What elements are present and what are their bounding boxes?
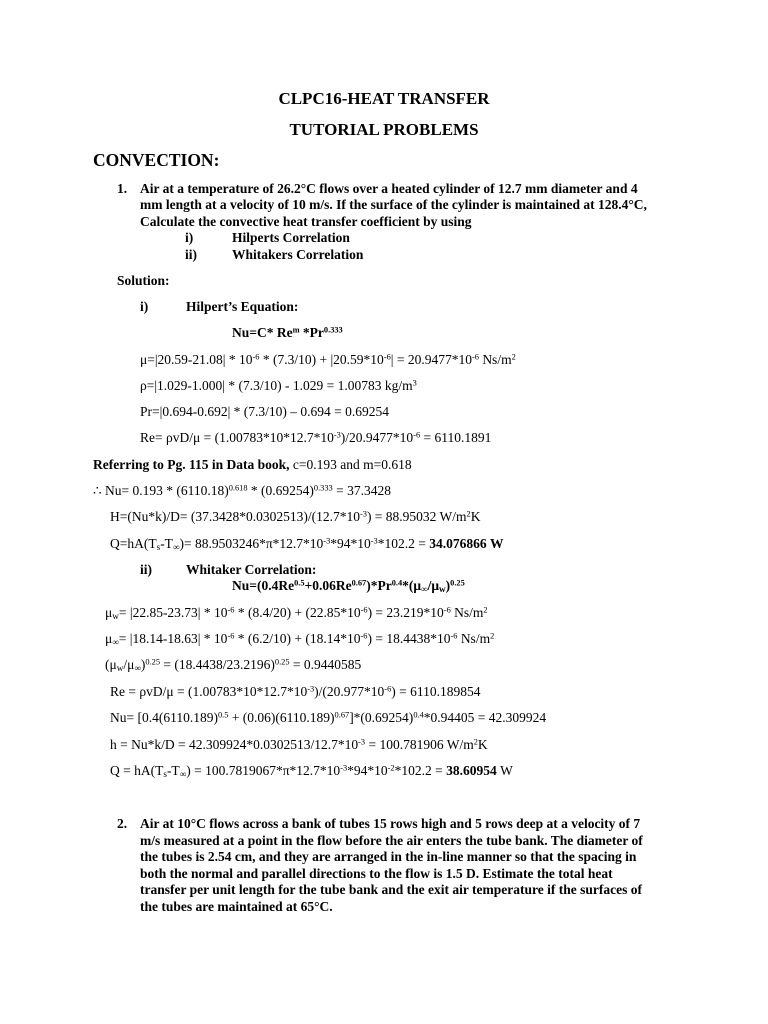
question-1-line: Air at a temperature of 26.2°C flows over a heated cylinder of 12.7 mm diameter and 4 [140,181,638,196]
reynolds-calculation: $Re= \rho vD/\mu = (1.00783*10*12.7*10^{-3})/20.9477*10^{-6} = 6110.1891$ [140,430,492,445]
document-subtitle: TUTORIAL PROBLEMS [289,120,479,139]
heat-transfer-coefficient-calculation-2: $h = Nu*k/D = 42.309924*0.0302513/12.7*10^{-3} = 100.781906$ $W/m^2K$ [110,737,488,752]
whitaker-equation: $Nu=(0.4Re^{0.5}+0.06Re^{0.67})*Pr^{0.4}*(\mu_\infty/\mu_w)^{0.25}$ [232,578,465,594]
question-1-line: Calculate the convective heat transfer coefficient by using [140,214,472,229]
part-2-number: ii) [140,562,152,577]
heat-rate-calculation-2: $Q = hA(T_s-T_\infty) = 100.7819067*\pi*12.7*10^{-3}*94*10^{-2}*102.2 = 38.60954$ W [110,763,513,779]
question-1-number: 1. [117,181,128,196]
part-1-number: i) [140,299,149,314]
heat-transfer-coefficient-calculation: $H=(Nu*k)/D= (37.3428*0.0302513)/(12.7*10^{-3}) = 88.95032$ $W/m^2K$ [110,509,481,524]
heat-rate-calculation: $Q=hA(T_s-T_\infty)= 88.9503246*\pi*12.7*10^{-3}*94*10^{-3}*102.2 = 34.076866$ W [110,536,504,552]
option-2-number: ii) [185,247,197,262]
part-1-heading: Hilpert’s Equation: [186,299,299,314]
question-2-line: the tubes are maintained at 65°C. [140,899,333,914]
nusselt-calculation: ∴ $Nu= 0.193 * (6110.18)^{0.618} * (0.69254)^{0.333} = 37.3428$ [93,483,391,498]
nusselt-calculation-2: $Nu= [0.4(6110.189)^{0.5} + (0.06)(6110.189)^{0.67}]*(0.69254)^{0.4}*0.94405 = 42.309924$ [110,710,547,725]
question-2-line: transfer per unit length for the tube bank and the exit air temperature if the surfaces of [140,882,642,897]
question-2-number: 2. [117,816,128,831]
document-title: CLPC16-HEAT TRANSFER [278,89,490,108]
option-1-number: i) [185,230,194,245]
question-2-line: the tubes is 2.54 cm, and they are arranged in the in-line manner so that the spacing in [140,849,637,864]
freestream-viscosity-calculation: $\mu_\infty= |18.14-18.63| * 10^{-6} * (6.2/10) + (18.14*10^{-6}) = 18.4438*10^{-6}$ $Ns/m^2$ [105,631,495,647]
viscosity-calculation: $\mu=|20.59-21.08| * 10^{-6} * (7.3/10) + |20.59*10^{-6}| = 20.9477*10^{-6}$ $Ns/m^2$ [140,352,516,367]
wall-viscosity-calculation: $\mu_w= |22.85-23.73| * 10^{-6} * (8.4/20) + (22.85*10^{-6}) = 23.219*10^{-6}$ $Ns/m^2$ [105,605,488,621]
option-2-text: Whitakers Correlation [232,247,364,262]
solution-label: Solution: [117,273,170,288]
viscosity-ratio-calculation: $(\mu_w/\mu_\infty)^{0.25} = (18.4438/23.2196)^{0.25} = 0.9440585$ [105,657,362,673]
data-book-reference: Referring to Pg. 115 in Data book, c=0.193 and m=0.618 [93,457,412,472]
section-heading: CONVECTION: [93,150,220,170]
density-calculation: ρ=|1.029-1.000| * (7.3/10) - 1.029 = 1.00783 $kg/m^3$ [140,378,417,393]
question-1-line: mm length at a velocity of 10 m/s. If the surface of the cylinder is maintained at 128.4°C, [140,197,647,212]
part-2-heading: Whitaker Correlation: [186,562,317,577]
question-2-line: both the normal and parallel directions to the flow is 1.5 D. Estimate the total heat [140,866,613,881]
question-2-line: m/s measured at a point in the flow before the air enters the tube bank. The diameter of [140,833,643,848]
prandtl-calculation: Pr=|0.694-0.692| * (7.3/10) – 0.694 = 0.69254 [140,404,389,419]
option-1-text: Hilperts Correlation [232,230,350,245]
question-2-line: Air at 10°C flows across a bank of tubes 15 rows high and 5 rows deep at a velocity of 7 [140,816,641,831]
reynolds-calculation-2: $Re = \rho vD/\mu = (1.00783*10*12.7*10^{-3})/(20.977*10^{-6}) = 6110.189854$ [110,684,481,699]
hilpert-equation: Nu=C* Re$^m$ $*Pr^{0.333}$ [232,325,343,340]
